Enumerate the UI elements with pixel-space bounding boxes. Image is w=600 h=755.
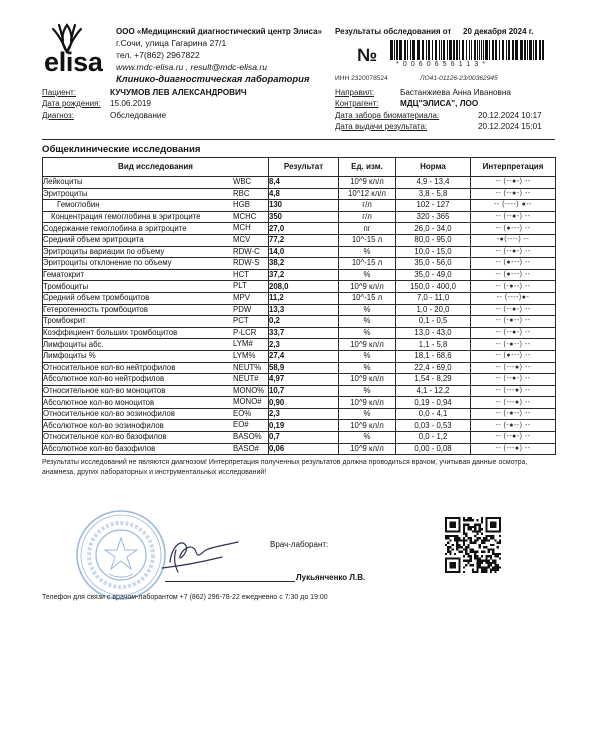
table-row bbox=[43, 177, 556, 189]
table-row bbox=[43, 408, 556, 420]
unit: 10^9 кл/л bbox=[339, 374, 396, 386]
interpretation-scale: -- (----) ●-- bbox=[471, 200, 556, 212]
table-row bbox=[43, 316, 556, 328]
contractor-label: Контрагент: bbox=[335, 99, 379, 108]
test-name-cell bbox=[43, 316, 269, 328]
unit: 10^9 кл/л bbox=[339, 339, 396, 351]
unit: % bbox=[339, 304, 396, 316]
result-value: 0,2 bbox=[269, 316, 339, 328]
test-name-cell bbox=[43, 304, 269, 316]
test-name-cell bbox=[43, 408, 269, 420]
unit: 10^9 кл/л bbox=[339, 281, 396, 293]
test-code: EO% bbox=[233, 408, 252, 418]
sample-date-label: Дата забора биоматериала: bbox=[335, 111, 440, 120]
reference-range: 13,0 - 43,0 bbox=[396, 327, 471, 339]
result-value: 14,0 bbox=[269, 246, 339, 258]
number-sign: № bbox=[357, 45, 378, 65]
test-name: Абсолютное кол-во моноцитов bbox=[43, 397, 155, 407]
signature-line bbox=[165, 581, 295, 582]
birth-date: 15.06.2019 bbox=[110, 99, 151, 108]
table-row bbox=[43, 374, 556, 386]
test-name-cell bbox=[43, 177, 269, 189]
reference-range: 0,03 - 0,53 bbox=[396, 420, 471, 432]
reference-range: 35,0 - 56,0 bbox=[396, 258, 471, 270]
diagnosis-label: Диагноз: bbox=[42, 111, 74, 120]
test-name: Гематокрит bbox=[43, 270, 85, 280]
result-value: 37,2 bbox=[269, 269, 339, 281]
result-value: 4,8 bbox=[269, 188, 339, 200]
unit: г/л bbox=[339, 211, 396, 223]
unit: % bbox=[339, 316, 396, 328]
test-code: RBC bbox=[233, 188, 250, 198]
contractor-name: МДЦ"ЭЛИСА", ЛОО bbox=[400, 99, 479, 108]
table-row bbox=[43, 188, 556, 200]
barcode-number: *0060656113* bbox=[396, 61, 490, 68]
doctor-signature bbox=[160, 532, 242, 576]
test-name-cell bbox=[43, 374, 269, 386]
test-code: PDW bbox=[233, 304, 252, 314]
doctor-label: Врач-лаборант: bbox=[270, 540, 329, 549]
interpretation-scale: -●(----) -- bbox=[471, 234, 556, 246]
interpretation-scale: -- (-●--) -- bbox=[471, 281, 556, 293]
test-name: Коэффициент больших тромбоцитов bbox=[43, 328, 178, 338]
reference-range: 18,1 - 68,6 bbox=[396, 350, 471, 362]
reference-range: 1,0 - 20,0 bbox=[396, 304, 471, 316]
result-value: 0,7 bbox=[269, 432, 339, 444]
test-name: Содержание гемоглобина в эритроците bbox=[43, 223, 187, 233]
test-name: Абсолютное кол-во базофилов bbox=[43, 443, 156, 453]
patient-label: Пациент: bbox=[42, 88, 77, 97]
test-name-cell bbox=[43, 350, 269, 362]
interpretation-scale: -- (---●) -- bbox=[471, 397, 556, 409]
unit: % bbox=[339, 432, 396, 444]
reference-range: 102 - 127 bbox=[396, 200, 471, 212]
interpretation-scale: -- (--●-) -- bbox=[471, 188, 556, 200]
unit: % bbox=[339, 269, 396, 281]
unit: % bbox=[339, 362, 396, 374]
result-value: 130 bbox=[269, 200, 339, 212]
reference-range: 0,00 - 0,08 bbox=[396, 443, 471, 455]
sample-date: 20.12.2024 10:17 bbox=[478, 111, 542, 120]
table-row bbox=[43, 246, 556, 258]
header-test-name: Вид исследования bbox=[43, 158, 269, 177]
test-code: MPV bbox=[233, 292, 250, 302]
doctor-name: Лукьянченко Л.В. bbox=[296, 573, 366, 582]
table-row bbox=[43, 258, 556, 270]
interpretation-scale: -- (--●-) -- bbox=[471, 211, 556, 223]
table-header-row bbox=[43, 158, 556, 177]
test-name: Относительное кол-во эозинофилов bbox=[43, 409, 175, 419]
table-row bbox=[43, 362, 556, 374]
test-name-cell bbox=[43, 188, 269, 200]
test-code: RDW-S bbox=[233, 258, 260, 268]
issue-date-label: Дата выдачи результата: bbox=[335, 122, 428, 131]
reference-range: 80,0 - 95,0 bbox=[396, 234, 471, 246]
table-row bbox=[43, 234, 556, 246]
org-address: г.Сочи, улица Гагарина 27/1 bbox=[116, 38, 227, 48]
test-name: Эритроциты bbox=[43, 188, 88, 198]
unit: % bbox=[339, 408, 396, 420]
test-name: Абсолютное кол-во нейтрофилов bbox=[43, 374, 165, 384]
reference-range: 4,9 - 13,4 bbox=[396, 177, 471, 189]
table-row bbox=[43, 420, 556, 432]
test-name-cell bbox=[43, 397, 269, 409]
test-code: MONO# bbox=[233, 397, 262, 407]
reference-range: 150,0 - 400,0 bbox=[396, 281, 471, 293]
test-name: Лейкоциты bbox=[43, 177, 83, 187]
reference-range: 0,1 - 0,5 bbox=[396, 316, 471, 328]
interpretation-scale: -- (--●-) -- bbox=[471, 177, 556, 189]
reference-range: 320 - 365 bbox=[396, 211, 471, 223]
test-name: Лимфоциты % bbox=[43, 351, 96, 361]
unit: 10^9 кл/л bbox=[339, 397, 396, 409]
unit: 10^12 кл/л bbox=[339, 188, 396, 200]
test-code: RDW-C bbox=[233, 246, 260, 256]
result-value: 13,3 bbox=[269, 304, 339, 316]
unit: 10^-15 л bbox=[339, 234, 396, 246]
test-name: Концентрация гемоглобина в эритроците bbox=[51, 212, 201, 222]
result-value: 11,2 bbox=[269, 292, 339, 304]
test-name: Эритроциты отклонение по объему bbox=[43, 258, 172, 268]
result-value: 77,2 bbox=[269, 234, 339, 246]
table-row bbox=[43, 304, 556, 316]
reference-range: 26,0 - 34,0 bbox=[396, 223, 471, 235]
interpretation-scale: -- (-●--) -- bbox=[471, 339, 556, 351]
issue-date: 20.12.2024 15:01 bbox=[478, 122, 542, 131]
interpretation-scale: -- (--●-) -- bbox=[471, 304, 556, 316]
test-name: Гемоглобин bbox=[57, 200, 100, 210]
test-code: WBC bbox=[233, 177, 252, 186]
inn-number: ИНН 2320078524 bbox=[335, 75, 388, 82]
test-name-cell bbox=[43, 327, 269, 339]
results-date: 20 декабря 2024 г. bbox=[463, 27, 534, 36]
interpretation-scale: -- (●---) -- bbox=[471, 258, 556, 270]
test-name-cell bbox=[43, 420, 269, 432]
results-table bbox=[42, 157, 556, 455]
logo-wordmark: elisa bbox=[44, 47, 103, 77]
result-value: 58,9 bbox=[269, 362, 339, 374]
test-code: NEUT# bbox=[233, 374, 259, 384]
test-name: Тромбоциты bbox=[43, 281, 89, 291]
table-row bbox=[43, 281, 556, 293]
result-value: 0,06 bbox=[269, 443, 339, 455]
interpretation-scale: -- (-●--) -- bbox=[471, 420, 556, 432]
test-code: BASO# bbox=[233, 443, 260, 453]
interpretation-scale: -- (----)●- bbox=[471, 292, 556, 304]
table-row bbox=[43, 292, 556, 304]
test-name-cell bbox=[43, 385, 269, 397]
interpretation-scale: -- (---●) -- bbox=[471, 443, 556, 455]
test-name-cell bbox=[43, 281, 269, 293]
reference-range: 35,0 - 49,0 bbox=[396, 269, 471, 281]
unit: г/л bbox=[339, 200, 396, 212]
header-unit: Ед. изм. bbox=[339, 158, 396, 177]
test-name-cell bbox=[43, 223, 269, 235]
test-name-cell bbox=[43, 292, 269, 304]
test-code: MCHC bbox=[233, 211, 257, 221]
interpretation-scale: -- (---●) -- bbox=[471, 385, 556, 397]
test-name-cell bbox=[43, 362, 269, 374]
interpretation-scale: -- (--●-) -- bbox=[471, 374, 556, 386]
disclaimer: Результаты исследований не являются диагнозом! Интерпретация полученных результатов должна проводиться врачом, учитывая данные осмотра, анамнеза, других лабораторных и инструментальных исследований! bbox=[42, 459, 528, 476]
table-row bbox=[43, 432, 556, 444]
test-name-cell bbox=[43, 234, 269, 246]
seal-stamp bbox=[74, 508, 168, 602]
interpretation-scale: -- (●---) -- bbox=[471, 269, 556, 281]
lab-contact-phone: Телефон для связи с врачом-лаборантом +7 (862) 296-78-22 ежедневно с 7:30 до 19:00 bbox=[42, 594, 328, 601]
result-value: 0,19 bbox=[269, 420, 339, 432]
table-row bbox=[43, 350, 556, 362]
interpretation-scale: -- (--●-) -- bbox=[471, 432, 556, 444]
interpretation-scale: -- (●---) -- bbox=[471, 223, 556, 235]
reference-range: 10,0 - 15,0 bbox=[396, 246, 471, 258]
test-code: HCT bbox=[233, 269, 250, 279]
result-value: 4,97 bbox=[269, 374, 339, 386]
reference-range: 0,0 - 4,1 bbox=[396, 408, 471, 420]
reference-range: 7,0 - 11,0 bbox=[396, 292, 471, 304]
birth-date-label: Дата рождения: bbox=[42, 99, 101, 108]
test-code: LYM% bbox=[233, 350, 256, 360]
org-phone: тел. +7(862) 2967822 bbox=[116, 50, 200, 60]
test-name: Тромбокрит bbox=[43, 316, 86, 326]
section-divider bbox=[42, 139, 555, 140]
interpretation-scale: -- (●---) -- bbox=[471, 350, 556, 362]
qr-code[interactable] bbox=[445, 517, 501, 573]
barcode-image bbox=[390, 40, 545, 60]
table-row bbox=[43, 443, 556, 455]
unit: 10^-15 л bbox=[339, 292, 396, 304]
referrer-label: Направил: bbox=[335, 88, 375, 97]
interpretation-scale: -- (-●--) -- bbox=[471, 316, 556, 328]
test-name: Лимфоциты абс. bbox=[43, 339, 104, 349]
test-code: LYM# bbox=[233, 339, 253, 349]
test-name: Средний объем эритроцита bbox=[43, 235, 144, 245]
diagnosis: Обследование bbox=[110, 111, 167, 120]
test-code: MCH bbox=[233, 223, 251, 233]
test-name-cell bbox=[43, 200, 269, 212]
org-name: ООО «Медицинский диагностический центр Элиса» bbox=[116, 27, 322, 36]
test-name: Средний объем тромбоцитов bbox=[43, 293, 150, 303]
test-code: PLT bbox=[233, 281, 247, 291]
table-row bbox=[43, 200, 556, 212]
result-value: 33,7 bbox=[269, 327, 339, 339]
table-row bbox=[43, 385, 556, 397]
test-name-cell bbox=[43, 246, 269, 258]
test-code: NEUT% bbox=[233, 362, 262, 372]
result-value: 208,0 bbox=[269, 281, 339, 293]
result-value: 2,3 bbox=[269, 339, 339, 351]
reference-range: 4,1 - 12,2 bbox=[396, 385, 471, 397]
test-name: Эритроциты вариации по объему bbox=[43, 246, 165, 256]
unit: % bbox=[339, 350, 396, 362]
table-row bbox=[43, 211, 556, 223]
table-row bbox=[43, 223, 556, 235]
unit: % bbox=[339, 385, 396, 397]
result-value: 10,7 bbox=[269, 385, 339, 397]
unit: 10^-15 л bbox=[339, 258, 396, 270]
reference-range: 0,0 - 1,2 bbox=[396, 432, 471, 444]
test-name-cell bbox=[43, 339, 269, 351]
test-name: Относительное кол-во базофилов bbox=[43, 432, 167, 442]
test-name-cell bbox=[43, 443, 269, 455]
unit: пг bbox=[339, 223, 396, 235]
interpretation-scale: -- (---●) -- bbox=[471, 362, 556, 374]
section-title: Общеклинические исследования bbox=[42, 144, 201, 155]
reference-range: 1,1 - 5,8 bbox=[396, 339, 471, 351]
table-row bbox=[43, 339, 556, 351]
test-code: MCV bbox=[233, 234, 251, 244]
result-value: 8,4 bbox=[269, 177, 339, 189]
result-value: 2,3 bbox=[269, 408, 339, 420]
result-value: 27,0 bbox=[269, 223, 339, 235]
unit: % bbox=[339, 246, 396, 258]
test-name: Гетерогенность тромбоцитов bbox=[43, 304, 149, 314]
test-name-cell bbox=[43, 269, 269, 281]
test-code: HGB bbox=[233, 200, 250, 210]
test-code: EO# bbox=[233, 420, 249, 430]
result-value: 0,90 bbox=[269, 397, 339, 409]
test-name-cell bbox=[43, 211, 269, 223]
header-interpretation: Интерпретация bbox=[471, 158, 556, 177]
header-result: Результат bbox=[269, 158, 339, 177]
table-row bbox=[43, 327, 556, 339]
reference-range: 22,4 - 69,0 bbox=[396, 362, 471, 374]
table-row bbox=[43, 269, 556, 281]
org-web-link[interactable]: www.mdc-elisa.ru , result@mdc-elisa.ru bbox=[116, 62, 268, 72]
test-code: BASO% bbox=[233, 432, 262, 442]
interpretation-scale: -- (--●-) -- bbox=[471, 246, 556, 258]
license-number: ЛО41-01126-23/00362945 bbox=[420, 75, 498, 82]
unit: 10^9 кл/л bbox=[339, 420, 396, 432]
lab-name: Клинико-диагностическая лаборатория bbox=[116, 73, 310, 84]
test-name-cell bbox=[43, 432, 269, 444]
test-name: Абсолютное кол-во эозинофилов bbox=[43, 420, 164, 430]
test-code: PCT bbox=[233, 316, 249, 326]
result-value: 38,2 bbox=[269, 258, 339, 270]
result-value: 27,4 bbox=[269, 350, 339, 362]
unit: 10^9 кл/л bbox=[339, 177, 396, 189]
header-norm: Норма bbox=[396, 158, 471, 177]
test-name: Относительное кол-во нейтрофилов bbox=[43, 362, 176, 372]
interpretation-scale: -- (-●--) -- bbox=[471, 408, 556, 420]
test-code: MONO% bbox=[233, 385, 265, 395]
table-row bbox=[43, 397, 556, 409]
test-name-cell bbox=[43, 258, 269, 270]
results-date-label: Результаты обследования от bbox=[335, 27, 452, 36]
test-code: P-LCR bbox=[233, 327, 257, 337]
reference-range: 0,19 - 0,94 bbox=[396, 397, 471, 409]
test-name: Относительное кол-во моноцитов bbox=[43, 385, 166, 395]
interpretation-scale: -- (--●-) -- bbox=[471, 327, 556, 339]
patient-name: КУЧУМОВ ЛЕВ АЛЕКСАНДРОВИЧ bbox=[110, 88, 247, 97]
reference-range: 3,8 - 5,8 bbox=[396, 188, 471, 200]
reference-range: 1,54 - 8,29 bbox=[396, 374, 471, 386]
referrer-name: Бастанжиева Анна Ивановна bbox=[400, 88, 511, 97]
result-value: 350 bbox=[269, 211, 339, 223]
unit: 10^9 кл/л bbox=[339, 443, 396, 455]
unit: % bbox=[339, 327, 396, 339]
